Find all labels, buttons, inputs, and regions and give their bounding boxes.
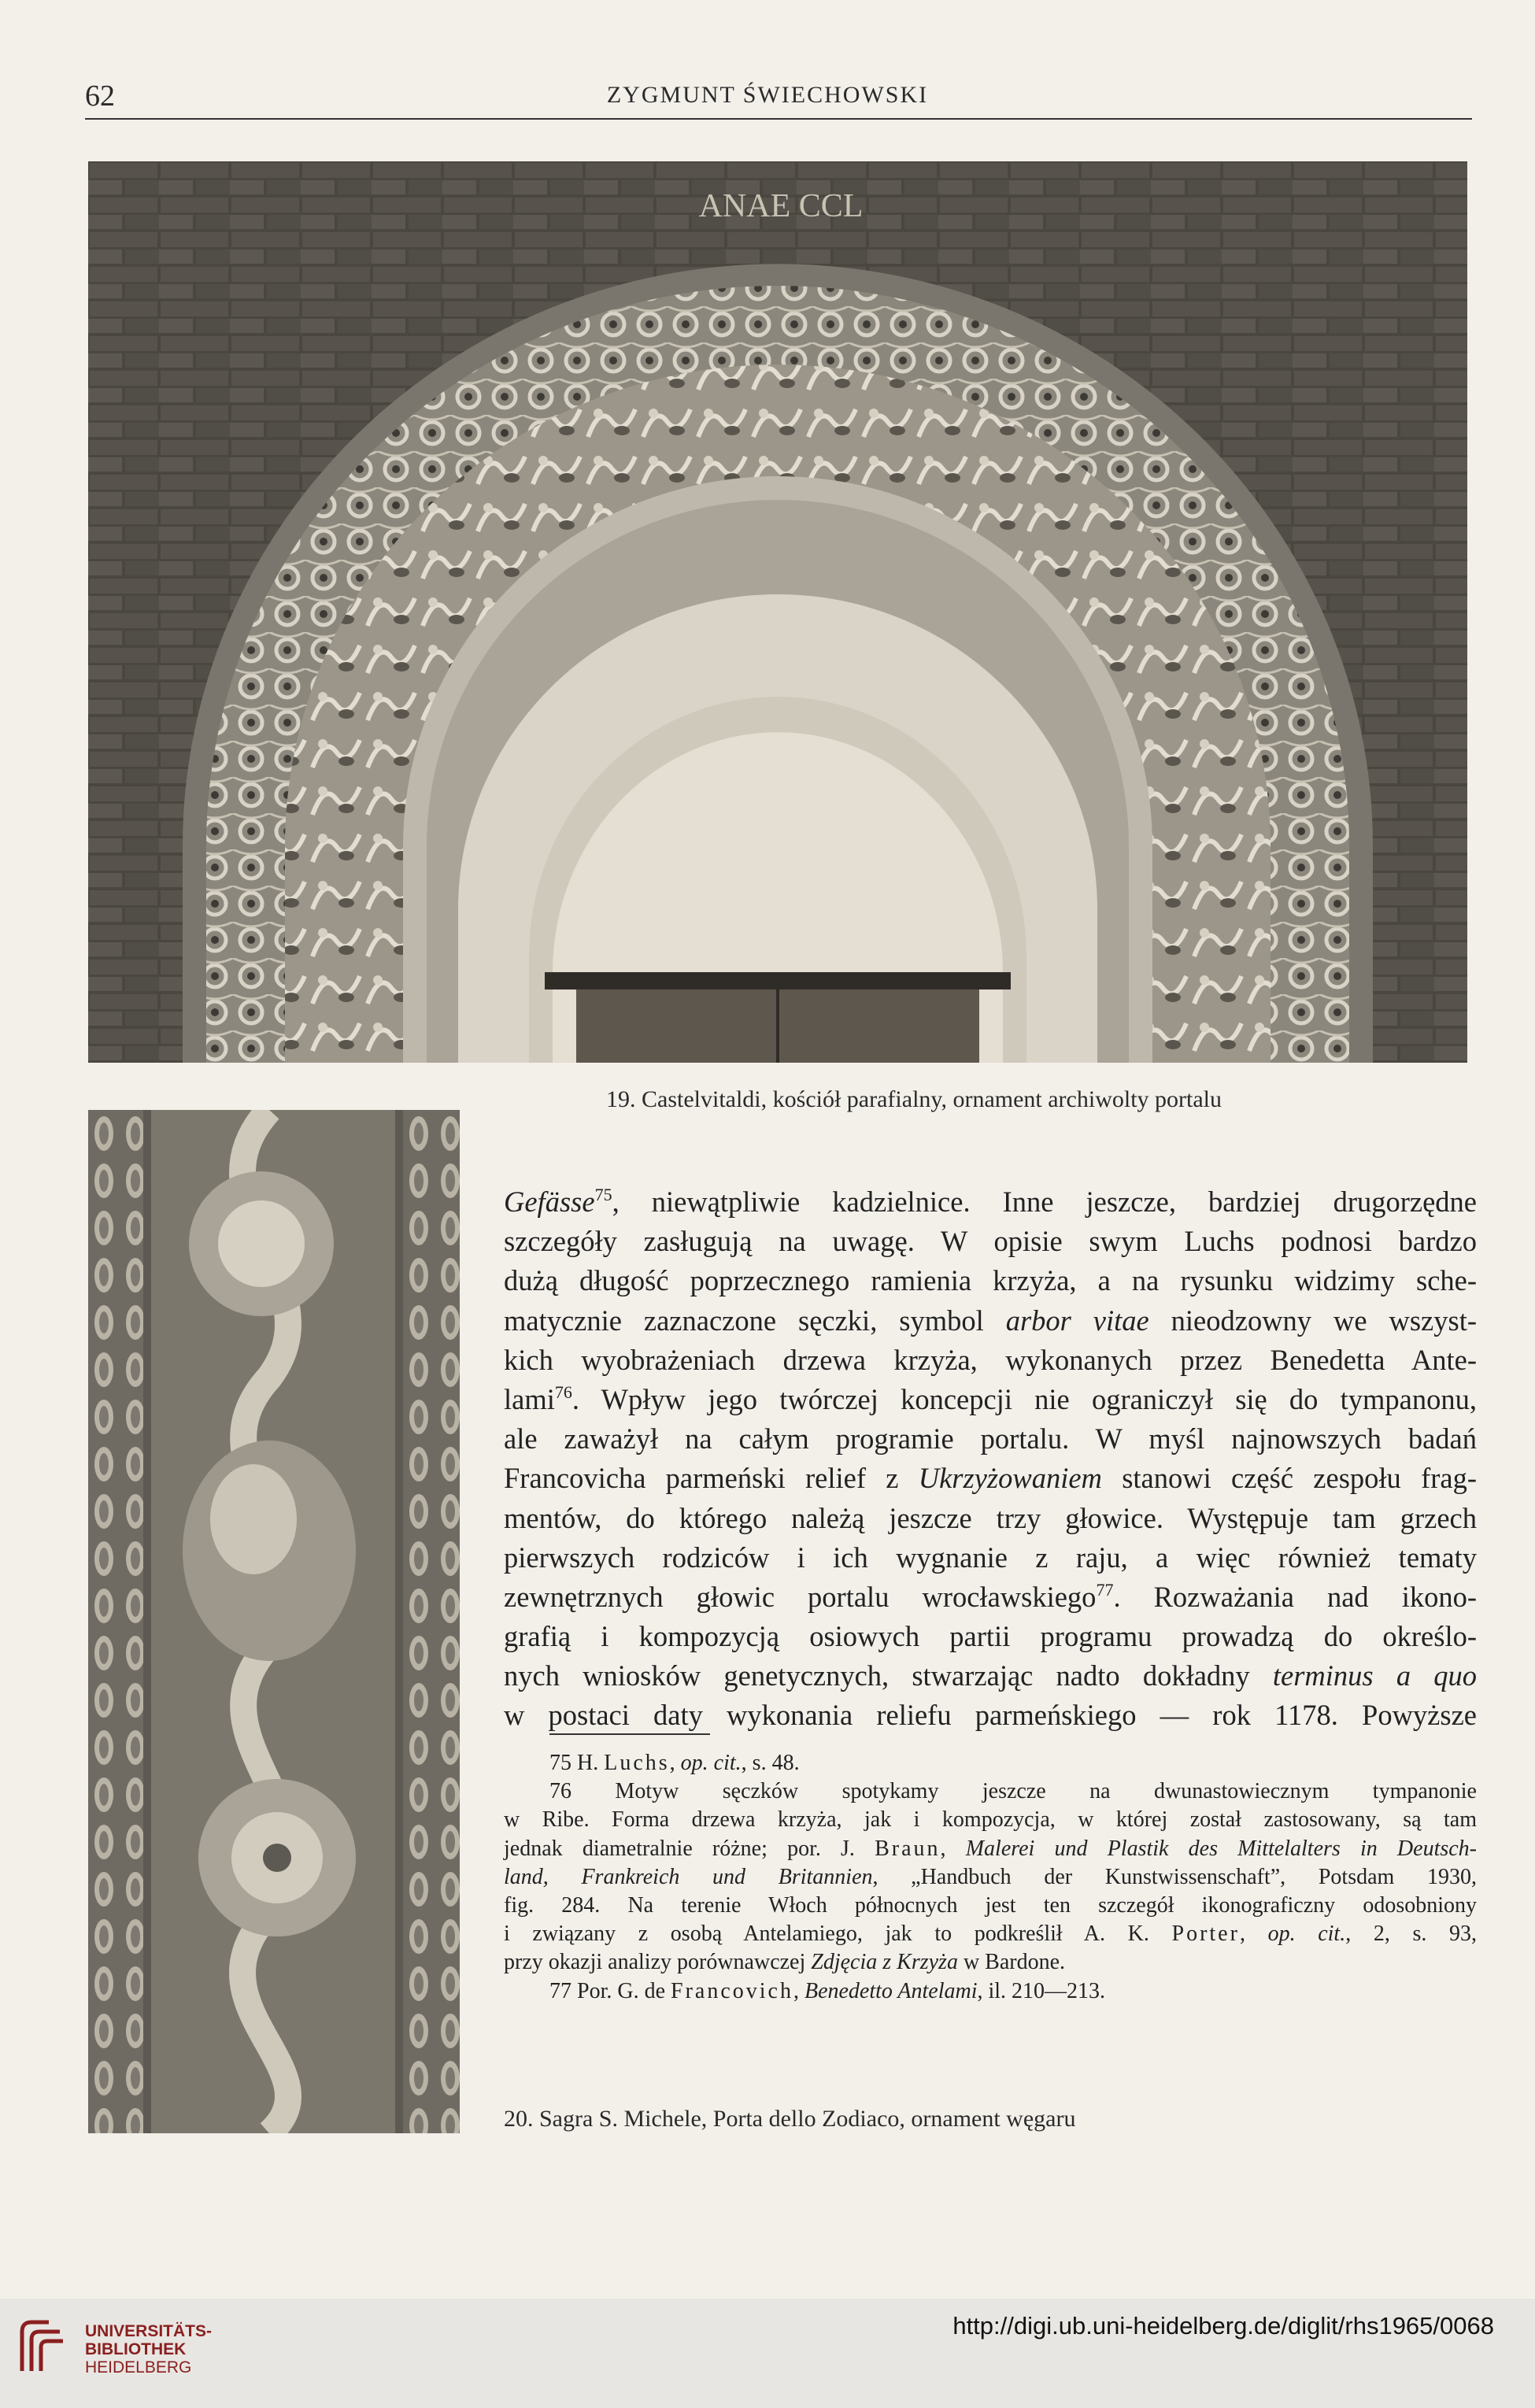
text-line xyxy=(504,1380,1477,1419)
text-run: stanowi część zespołu frag- xyxy=(1101,1462,1477,1495)
text-run: i związany z osobą Antelamiego, jak to podkreślił A. K. xyxy=(504,1922,1172,1947)
text-run: 75 H. xyxy=(549,1751,605,1775)
text-run: . Rozważania nad ikono- xyxy=(1113,1580,1477,1613)
text-run: przy okazji analizy porównawczej xyxy=(504,1950,812,1975)
text-run: land, Frankreich und Britannien xyxy=(504,1864,873,1889)
text-run: kich wyobrażeniach drzewa krzyża, wykonanych przez Benedetta Ante- xyxy=(504,1343,1477,1376)
text-line xyxy=(504,1578,1477,1617)
text-run: op. cit. xyxy=(1267,1922,1346,1947)
text-run: Ukrzyżowaniem xyxy=(918,1462,1102,1495)
arch-inscription: ANAE CCL xyxy=(698,188,864,224)
text-run: , 2, s. 93, xyxy=(1345,1922,1477,1947)
footnote-line xyxy=(504,1977,1477,2006)
footnote-line xyxy=(504,1920,1477,1948)
text-line xyxy=(504,1696,1477,1735)
text-run: ale zaważył na całym programie portalu. W myśl najnowszych badań xyxy=(504,1422,1477,1456)
text-run: Malerei und Plastik des Mittelalters in Deutsch- xyxy=(965,1836,1478,1861)
text-line xyxy=(504,1341,1477,1380)
library-name-line-2: BIBLIOTHEK xyxy=(85,2340,187,2358)
footnote-line xyxy=(504,1777,1477,1806)
text-run: 77 Por. G. de xyxy=(549,1978,671,2003)
footnote-ref: 75 xyxy=(594,1185,612,1204)
text-run: jednak diametralnie różne; por. J. xyxy=(504,1836,875,1861)
text-run: w Ribe. Forma drzewa krzyża, jak i kompozycja, w której został zastosowany, są tam xyxy=(504,1807,1477,1833)
figure-20-doorjamb-photo xyxy=(88,1110,460,2133)
text-run: , xyxy=(1239,1922,1268,1947)
text-run: szczegóły zasługują na uwagę. W opisie swym Luchs podnosi bardzo xyxy=(504,1225,1477,1258)
text-run: , xyxy=(793,1978,804,2003)
footnotes xyxy=(504,1749,1477,2006)
text-line xyxy=(504,1617,1477,1656)
text-run: Luchs xyxy=(604,1751,670,1775)
text-line xyxy=(504,1182,1477,1222)
footnote-line xyxy=(504,1892,1477,1920)
text-line xyxy=(504,1222,1477,1261)
text-run: , il. 210—213. xyxy=(977,1978,1106,2003)
text-run: Zdjęcia z Krzyża xyxy=(811,1950,958,1975)
text-line xyxy=(504,1419,1477,1459)
text-run: Benedetto Antelami xyxy=(804,1978,978,2003)
text-line xyxy=(504,1499,1477,1538)
figure-20-caption: 20. Sagra S. Michele, Porta dello Zodiaco, ornament węgaru xyxy=(504,2106,1076,2132)
text-run: Francovicha parmeński relief z xyxy=(504,1462,919,1495)
text-run: nieodzowny we wszyst- xyxy=(1148,1304,1477,1337)
text-run: , niewątpliwie kadzielnice. Inne jeszcze, bardziej drugorzędne xyxy=(612,1186,1477,1218)
text-run: Braun xyxy=(875,1836,941,1861)
text-run: mentów, do którego należą jeszcze trzy głowice. Występuje tam grzech xyxy=(504,1501,1477,1534)
text-run: w Bardone. xyxy=(957,1950,1066,1975)
text-run: lami xyxy=(504,1382,555,1415)
text-run: grafią i kompozycją osiowych partii programu prowadzą do określo- xyxy=(504,1620,1477,1653)
footnote-ref: 77 xyxy=(1096,1579,1114,1600)
text-run: . Wpływ jego twórczej koncepcji nie ograniczył się do tympanonu, xyxy=(571,1382,1477,1415)
text-line xyxy=(504,1656,1477,1696)
text-run: dużą długość poprzecznego ramienia krzyża, a na rysunku widzimy sche- xyxy=(504,1264,1477,1297)
archivolt-illustration xyxy=(88,161,1467,1063)
footnote-rule xyxy=(549,1733,710,1735)
text-line xyxy=(504,1261,1477,1300)
page-number: 62 xyxy=(85,80,115,113)
text-line xyxy=(504,1459,1477,1498)
text-run: , s. 48. xyxy=(741,1751,800,1775)
digital-library-url[interactable]: http://digi.ub.uni-heidelberg.de/diglit/rhs1965/0068 xyxy=(952,2312,1494,2340)
text-run: terminus a quo xyxy=(1272,1659,1478,1692)
header-rule xyxy=(85,118,1472,120)
doorjamb-illustration xyxy=(88,1110,460,2133)
footnote-line xyxy=(504,1835,1477,1863)
library-name-line-1: UNIVERSITÄTS- xyxy=(85,2322,213,2340)
footnote-line xyxy=(504,1806,1477,1834)
footnote-line xyxy=(504,1749,1477,1777)
text-run: pierwszych rodziców i ich wygnanie z raju, a więc również tematy xyxy=(504,1541,1477,1574)
footnote-line xyxy=(504,1948,1477,1977)
text-run: , xyxy=(669,1751,681,1775)
text-run: 76 Motyw sęczków spotykamy jeszcze na dwunastowiecznym tympanonie xyxy=(549,1779,1477,1804)
text-run: arbor vitae xyxy=(1005,1304,1149,1337)
text-run: nych wniosków genetycznych, stwarzając nadto dokładny xyxy=(504,1659,1273,1692)
text-run: zewnętrznych głowic portalu wrocławskiego xyxy=(504,1580,1097,1613)
text-line xyxy=(504,1538,1477,1578)
library-name xyxy=(85,2322,212,2377)
text-run: Francovich xyxy=(671,1978,793,2003)
text-run: op. cit. xyxy=(680,1751,742,1775)
text-run: fig. 284. Na terenie Włoch północnych jest ten szczegół ikonograficzny odosobniony xyxy=(504,1892,1477,1918)
library-name-line-3: HEIDELBERG xyxy=(85,2358,192,2377)
text-run: , „Handbuch der Kunstwissenschaft”, Potsdam 1930, xyxy=(872,1864,1477,1889)
figure-19-archivolt-photo xyxy=(88,161,1467,1063)
footnote-line xyxy=(504,1863,1477,1892)
text-run: Porter xyxy=(1171,1922,1240,1947)
body-text xyxy=(504,1182,1477,1736)
running-head: ZYGMUNT ŚWIECHOWSKI xyxy=(606,82,929,108)
footnote-ref: 76 xyxy=(554,1382,572,1402)
library-logo-icon xyxy=(14,2316,69,2379)
text-run: w postaci daty wykonania reliefu parmeńskiego — rok 1178. Powyższe xyxy=(504,1699,1477,1732)
text-line xyxy=(504,1301,1477,1341)
text-run: , xyxy=(940,1836,966,1861)
text-run: matycznie zaznaczone sęczki, symbol xyxy=(504,1304,1006,1337)
text-run: Gefässe xyxy=(504,1186,595,1218)
figure-19-caption: 19. Castelvitaldi, kościół parafialny, ornament archiwolty portalu xyxy=(606,1086,1222,1112)
